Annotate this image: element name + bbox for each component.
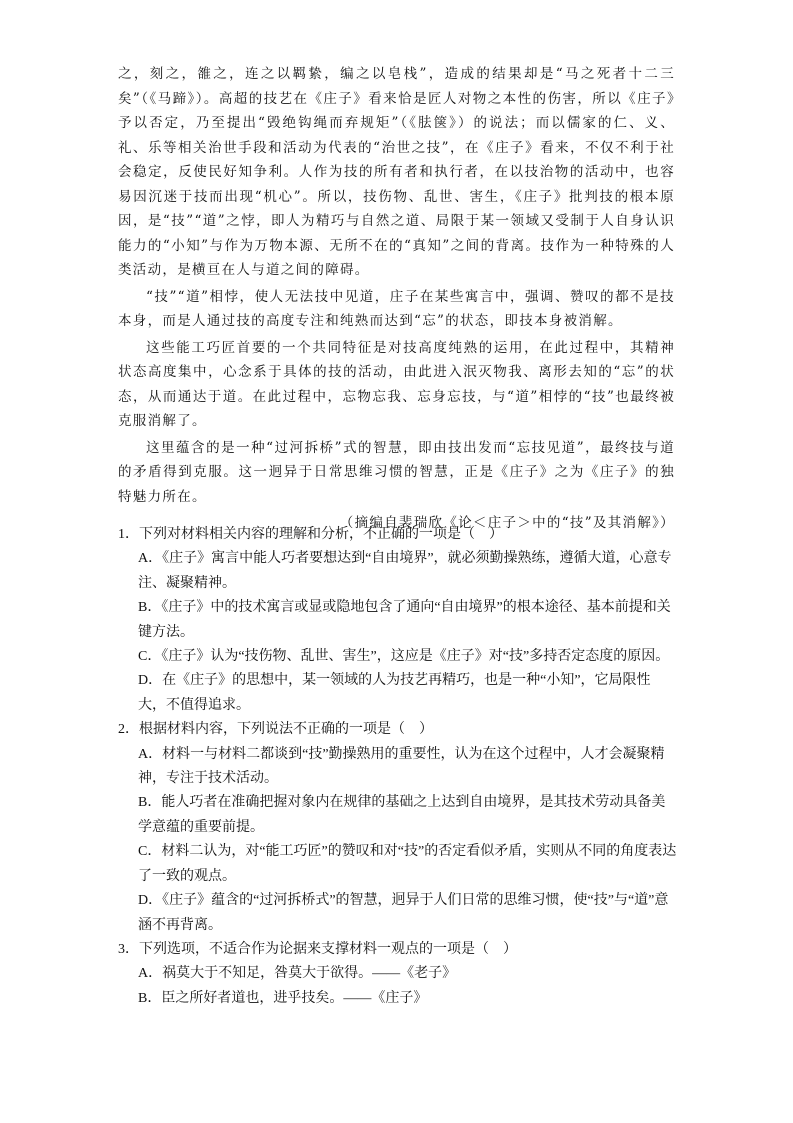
question-option: D．在《庄子》的思想中，某一领域的人为技艺再精巧，也是一种“小知”，它局限性大，不值得追求。 [138, 673, 651, 713]
question-item [118, 718, 678, 938]
question-option: C．材料二认为，对“能工巧匠”的赞叹和对“技”的否定看似矛盾，实则从不同的角度表达了一致的观点。 [138, 844, 677, 884]
passage-paragraph: “技”“道”相悖，使人无法技中见道，庄子在某些寓言中，强调、赞叹的都不是技本身，而是人通过技的高度专注和纯熟而达到“忘”的状态，即技本身被消解。 [118, 288, 675, 329]
question-option: A．材料一与材料二都谈到“技”勤操熟用的重要性，认为在这个过程中，人才会凝聚精神，专注于技术活动。 [138, 746, 665, 787]
question-option: B．《庄子》中的技术寓言或显或隐地包含了通向“自由境界”的根本途径、基本前提和关键方法。 [138, 600, 671, 640]
question-option: D．《庄子》蕴含的“过河拆桥式”的智慧，迥异于人们日常的思维习惯，使“技”与“道”意涵不再背离。 [138, 893, 669, 933]
question-stem: 3．下列选项，不适合作为论据来支撑材料一观点的一项是（ ） [118, 941, 517, 957]
question-option: A．《庄子》寓言中能人巧者要想达到“自由境界”，就必须勤操熟练，遵循大道，心意专注、凝聚精神。 [138, 551, 672, 591]
question-option: C．《庄子》认为“技伤物、乱世、害生”，这应是《庄子》对“技”多持否定态度的原因。 [138, 649, 670, 665]
question-stem: 2．根据材料内容，下列说法不正确的一项是（ ） [118, 722, 433, 738]
question-item [118, 938, 678, 1011]
question-stem: 1．下列对材料相关内容的理解和分析，不正确的一项是（ ） [118, 527, 503, 542]
question-option: A．祸莫大于不知足，咎莫大于欲得。——《老子》 [138, 966, 457, 982]
question-option: B．能人巧者在准确把握对象内在规律的基础之上达到自由境界，是其技术劳动具备美学意蕴的重要前提。 [138, 795, 666, 835]
passage-paragraph: 这里蕴含的是一种“过河拆桥”式的智慧，即由技出发而“忘技见道”，最终技与道的矛盾得到克服。这一迥异于日常思维习惯的智慧，正是《庄子》之为《庄子》的独特魅力所在。 [118, 439, 675, 505]
question-option: B．臣之所好者道也，进乎技矣。——《庄子》 [138, 990, 428, 1006]
passage-source: （摘编自裴瑞欣《论＜庄子＞中的“技”及其消解》） [339, 515, 675, 531]
question-item [118, 523, 678, 718]
passage-paragraph: 这些能工巧匠首要的一个共同特征是对技高度纯熟的运用，在此过程中，其精神状态高度集中，心念系于具体的技的活动，由此进入泯灭物我、离形去知的“忘”的状态，从而通达于道。在此过程中，忘物忘我、忘身忘技，与“道”相悖的“技”也最终被克服消解了。 [118, 339, 675, 429]
reading-passage [118, 62, 675, 536]
question-list [118, 523, 678, 1011]
passage-paragraph: 之，刻之，雒之，连之以羁絷，编之以皂栈”，造成的结果却是“马之死者十二三矣”（《马蹄》）。高超的技艺在《庄子》看来恰是匠人对物之本性的伤害，所以《庄子》予以否定，乃至提出“毁绝钩绳而弃规矩”（《胠箧》）的说法；而以儒家的仁、义、礼、乐等相关治世手段和活动为代表的“治世之技”，在《庄子》看来，不仅不利于社会稳定，反使民好知争利。人作为技的所有者和执行者，在以技治物的活动中，也容易因沉迷于技而出现“机心”。所以，技伤物、乱世、害生，《庄子》批判技的根本原因，是“技”“道”之悖，即人为精巧与自然之道、局限于某一领域又受制于人自身认识能力的“小知”与作为万物本源、无所不在的“真知”之间的背离。技作为一种特殊的人类活动，是横亘在人与道之间的障碍。 [118, 66, 675, 278]
